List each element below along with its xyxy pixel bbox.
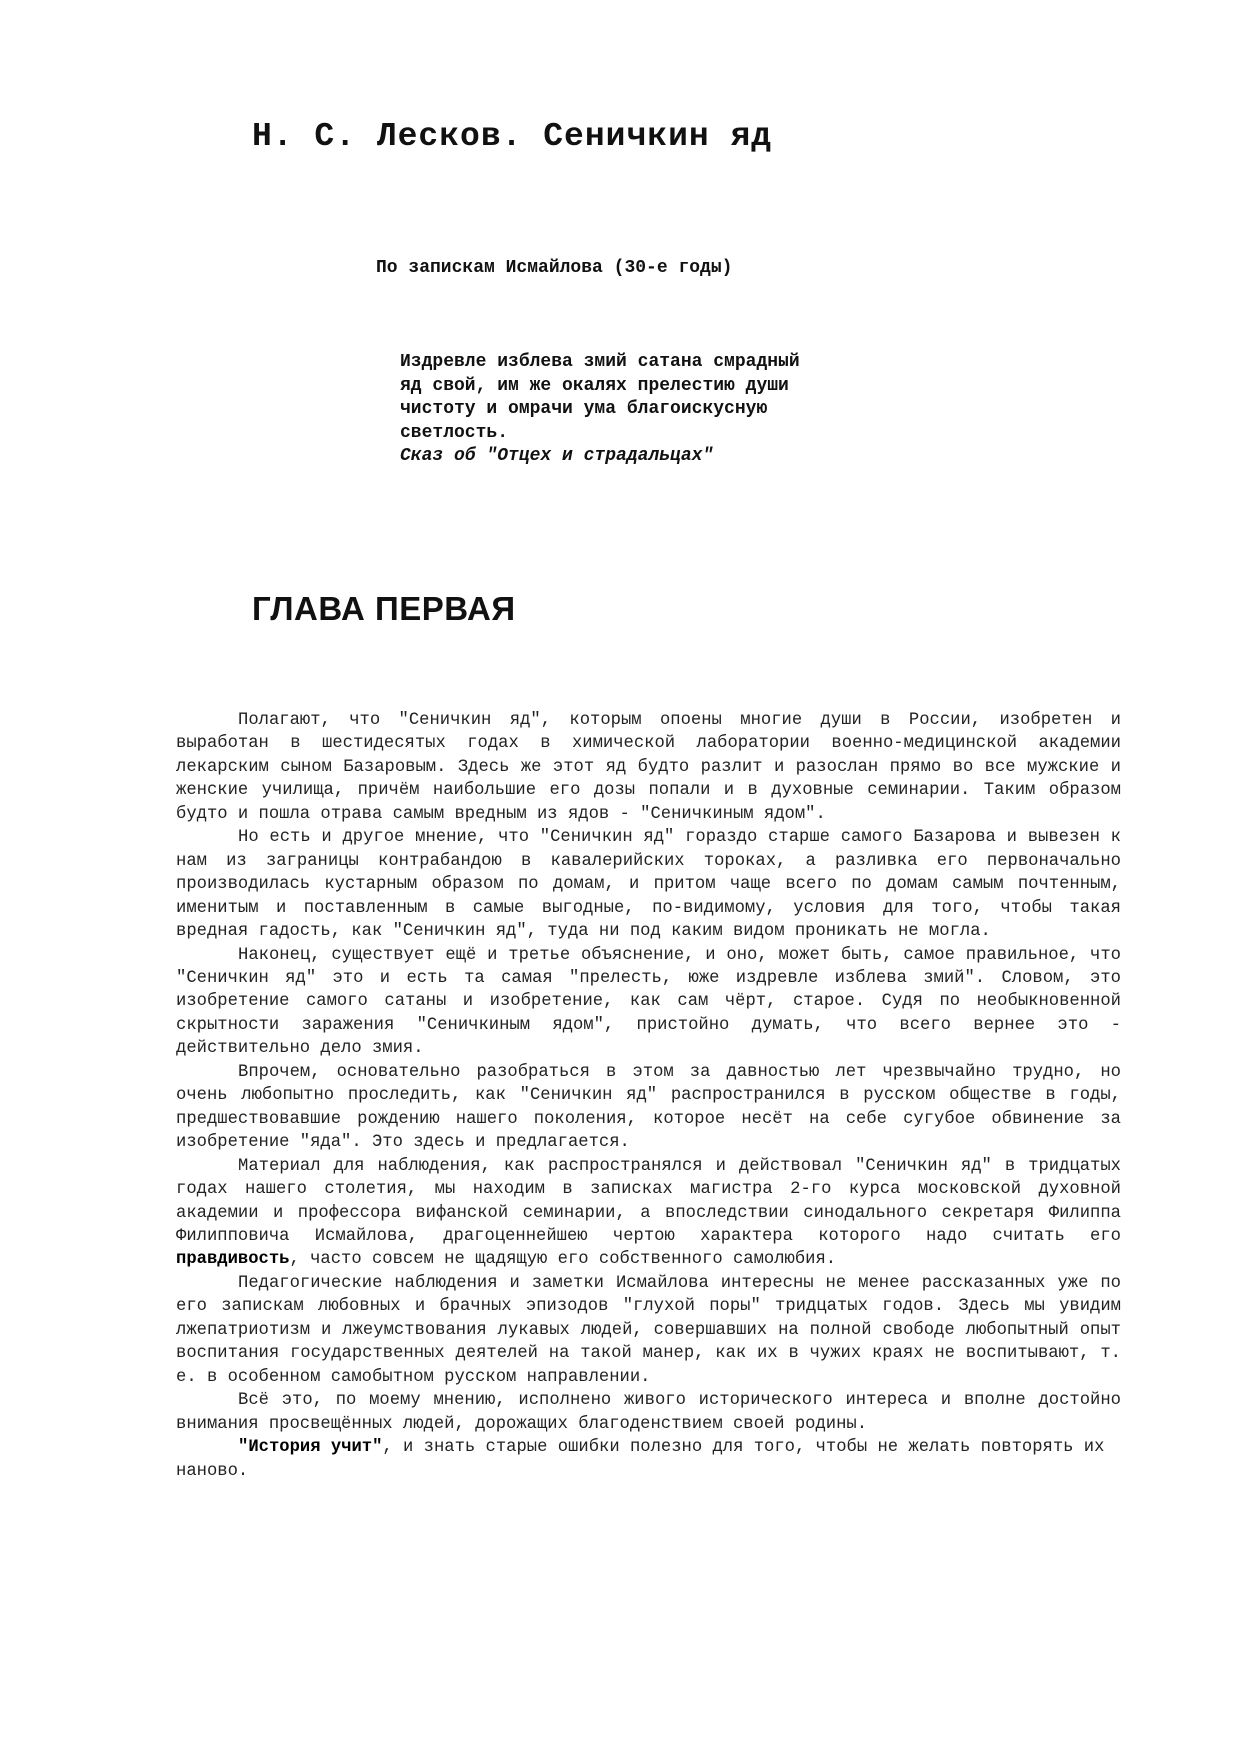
paragraph: Но есть и другое мнение, что "Сеничкин яд" гораздо старше самого Базарова и вывезен к нам из заграницы контрабандою в кавалерийских тороках, а разливка его первоначально производилась кустарным образом по домам, и притом чаще всего по домам самым почтенным, именитым и поставленным в самые выгодные, по-видимому, условия для того, чтобы такая вредная гадость, как "Сеничкин яд", туда ни под каким видом проникать не могла. — [176, 828, 1121, 942]
emphasis-text: правдивость — [176, 1250, 290, 1270]
chapter-body — [176, 709, 1121, 1483]
epigraph-line: Издревле изблева змий сатана смрадный — [400, 352, 800, 372]
paragraph — [176, 1155, 1121, 1272]
paragraph: Наконец, существует ещё и третье объяснение, и оно, может быть, самое правильное, что "Сеничкин яд" это и есть та самая "прелесть, юже издревле изблева змий". Словом, это изобретение самого сатаны и изобретение, как сам чёрт, старое. Судя по необыкновенной скрытности заражения "Сеничкиным ядом", пристойно думать, что всего вернее это - действительно дело змия. — [176, 945, 1121, 1059]
paragraph — [176, 1436, 1121, 1483]
chapter-heading: ГЛАВА ПЕРВАЯ — [252, 590, 516, 627]
paragraph: Всё это, по моему мнению, исполнено живого исторического интереса и вполне достойно внимания просвещённых людей, дорожащих благоденствием своей родины. — [176, 1391, 1121, 1434]
paragraph-text: , и знать старые ошибки полезно для того, чтобы не желать повторять их наново. — [176, 1438, 1105, 1481]
paragraph-text: , часто совсем не щадящую его собственного самолюбия. — [289, 1250, 837, 1270]
epigraph-line: яд свой, им же окалях прелестию души — [400, 375, 789, 396]
document-title: Н. С. Лесков. Сеничкин яд — [252, 118, 773, 155]
epigraph — [400, 351, 880, 469]
epigraph-line: светлость. — [400, 422, 509, 443]
epigraph-source: Сказ об "Отцех и страдальцах" — [400, 446, 714, 466]
document-subtitle: По запискам Исмайлова (30-е годы) — [376, 258, 733, 278]
epigraph-line: чистоту и омрачи ума благоискусную — [400, 399, 768, 419]
paragraph: Педагогические наблюдения и заметки Исмайлова интересны не менее рассказанных уже по его запискам любовных и брачных эпизодов "глухой поры" тридцатых годов. Здесь мы увидим лжепатриотизм и лжеумствования лукавых людей, совершавших на полной свободе любопытный опыт воспитания государственных деятелей на такой манер, как их в чужих краях не воспитывают, т. е. в особенном самобытном русском направлении. — [176, 1273, 1121, 1387]
paragraph: Впрочем, основательно разобраться в этом за давностью лет чрезвычайно трудно, но очень любопытно проследить, как "Сеничкин яд" распространился в русском обществе в годы, предшествовавшие рождению нашего поколения, которое несёт на себе сугубое обвинение за изобретение "яда". Это здесь и предлагается. — [176, 1062, 1121, 1153]
emphasis-text: "История учит" — [238, 1438, 383, 1458]
paragraph: Полагают, что "Сеничкин яд", которым опоены многие души в России, изобретен и выработан в шестидесятых годах в химической лаборатории военно-медицинской академии лекарским сыном Базаровым. Здесь же этот яд будто разлит и разослан прямо во все мужские и женские училища, причём наибольшие его дозы попали и в духовные семинарии. Таким образом будто и пошла отрава самым вредным из ядов - "Сеничкиным ядом". — [176, 711, 1121, 824]
paragraph-text: Материал для наблюдения, как распространялся и действовал "Сеничкин яд" в тридцатых годах нашего столетия, мы находим в записках магистра 2-го курса московской духовной академии и профессора вифанской семинарии, а впоследствии синодального секретаря Филиппа Филипповича Исмайлова, драгоценнейшею чертою характера которого надо считать его — [176, 1156, 1121, 1246]
